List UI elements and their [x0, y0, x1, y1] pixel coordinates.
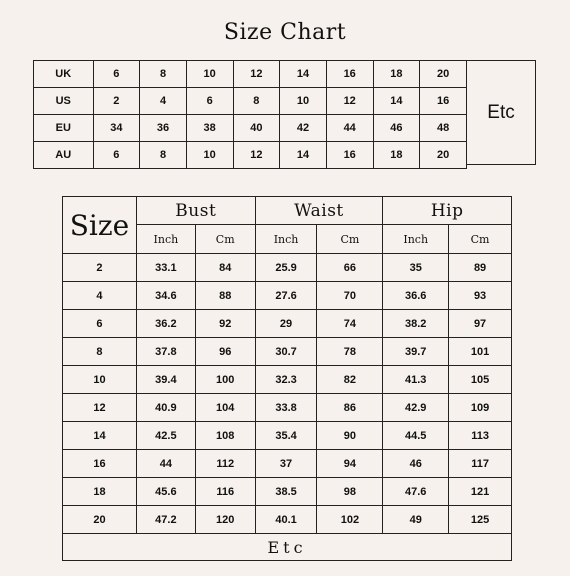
conversion-cell: 8 [140, 142, 187, 169]
measurement-cell: 121 [449, 478, 512, 506]
measurement-cell: 35.4 [255, 422, 317, 450]
measurement-cell: 30.7 [255, 338, 317, 366]
measurement-cell: 97 [449, 310, 512, 338]
measurement-cell: 89 [449, 254, 512, 282]
conversion-cell: 16 [326, 61, 373, 88]
size-value: 6 [63, 310, 137, 338]
measurement-cell: 33.8 [255, 394, 317, 422]
measurement-cell: 46 [383, 450, 449, 478]
measurement-cell: 74 [317, 310, 383, 338]
bust-header: Bust [136, 197, 255, 225]
size-value: 10 [63, 366, 137, 394]
conversion-cell: 34 [93, 115, 140, 142]
measurement-cell: 38.5 [255, 478, 317, 506]
measurement-cell: 47.2 [136, 506, 195, 534]
conversion-cell: 20 [420, 61, 467, 88]
measurement-cell: 37.8 [136, 338, 195, 366]
size-value: 8 [63, 338, 137, 366]
waist-header: Waist [255, 197, 383, 225]
conversion-cell: 4 [140, 88, 187, 115]
conversion-cell: 14 [280, 142, 327, 169]
measurement-cell: 105 [449, 366, 512, 394]
size-value: 12 [63, 394, 137, 422]
conversion-cell: 8 [233, 88, 280, 115]
measurement-cell: 34.6 [136, 282, 195, 310]
table-row [63, 254, 512, 282]
etc-row [63, 534, 512, 561]
table-row [63, 478, 512, 506]
measurement-cell: 33.1 [136, 254, 195, 282]
table-row [63, 338, 512, 366]
size-value: 18 [63, 478, 137, 506]
measurement-cell: 40.9 [136, 394, 195, 422]
size-value: 4 [63, 282, 137, 310]
etc-footer: Etc [63, 534, 512, 561]
measurement-cell: 94 [317, 450, 383, 478]
conversion-cell: 48 [420, 115, 467, 142]
measurement-cell: 88 [195, 282, 255, 310]
conversion-row [34, 88, 467, 115]
region-label: UK [34, 61, 94, 88]
measurement-cell: 66 [317, 254, 383, 282]
conversion-row [34, 142, 467, 169]
table-row [63, 450, 512, 478]
measurement-cell: 25.9 [255, 254, 317, 282]
conversion-cell: 6 [93, 142, 140, 169]
conversion-cell: 10 [186, 61, 233, 88]
size-value: 20 [63, 506, 137, 534]
unit-header: Cm [449, 225, 512, 254]
conversion-cell: 12 [233, 61, 280, 88]
measurement-cell: 38.2 [383, 310, 449, 338]
size-value: 2 [63, 254, 137, 282]
measurement-cell: 101 [449, 338, 512, 366]
conversion-cell: 18 [373, 142, 420, 169]
measurement-cell: 100 [195, 366, 255, 394]
page-title: Size Chart [223, 20, 347, 45]
unit-header: Inch [136, 225, 195, 254]
measurement-cell: 84 [195, 254, 255, 282]
measurement-cell: 39.7 [383, 338, 449, 366]
unit-header: Cm [195, 225, 255, 254]
measurement-cell: 90 [317, 422, 383, 450]
conversion-row [34, 115, 467, 142]
region-label: EU [34, 115, 94, 142]
measurement-cell: 44.5 [383, 422, 449, 450]
conversion-cell: 14 [280, 61, 327, 88]
measurement-cell: 41.3 [383, 366, 449, 394]
conversion-cell: 10 [280, 88, 327, 115]
conversion-cell: 12 [326, 88, 373, 115]
measurement-cell: 117 [449, 450, 512, 478]
measurement-cell: 39.4 [136, 366, 195, 394]
region-label: US [34, 88, 94, 115]
measurement-cell: 108 [195, 422, 255, 450]
measurement-cell: 125 [449, 506, 512, 534]
measurement-table [62, 196, 512, 561]
measurement-cell: 98 [317, 478, 383, 506]
measurement-cell: 42.9 [383, 394, 449, 422]
measurement-cell: 40.1 [255, 506, 317, 534]
conversion-cell: 38 [186, 115, 233, 142]
conversion-cell: 42 [280, 115, 327, 142]
table-row [63, 394, 512, 422]
measurement-cell: 32.3 [255, 366, 317, 394]
conversion-cell: 14 [373, 88, 420, 115]
measurement-cell: 35 [383, 254, 449, 282]
size-value: 14 [63, 422, 137, 450]
measurement-cell: 113 [449, 422, 512, 450]
table-row [63, 422, 512, 450]
measurement-cell: 44 [136, 450, 195, 478]
conversion-cell: 18 [373, 61, 420, 88]
measurement-cell: 109 [449, 394, 512, 422]
region-label: AU [34, 142, 94, 169]
size-header: Size [63, 197, 137, 254]
conversion-etc-label: Etc [467, 60, 536, 165]
conversion-cell: 6 [186, 88, 233, 115]
measurement-cell: 82 [317, 366, 383, 394]
conversion-cell: 20 [420, 142, 467, 169]
measurement-cell: 96 [195, 338, 255, 366]
size-conversion-table [33, 60, 467, 169]
table-row [63, 506, 512, 534]
measurement-cell: 36.6 [383, 282, 449, 310]
measurement-cell: 78 [317, 338, 383, 366]
measurement-cell: 42.5 [136, 422, 195, 450]
measurement-cell: 29 [255, 310, 317, 338]
unit-header: Cm [317, 225, 383, 254]
header-row-groups [63, 197, 512, 225]
conversion-cell: 16 [420, 88, 467, 115]
measurement-cell: 70 [317, 282, 383, 310]
measurement-cell: 104 [195, 394, 255, 422]
conversion-cell: 2 [93, 88, 140, 115]
measurement-cell: 92 [195, 310, 255, 338]
conversion-cell: 12 [233, 142, 280, 169]
conversion-cell: 16 [326, 142, 373, 169]
measurement-cell: 49 [383, 506, 449, 534]
measurement-cell: 47.6 [383, 478, 449, 506]
measurement-cell: 93 [449, 282, 512, 310]
unit-header: Inch [383, 225, 449, 254]
conversion-cell: 6 [93, 61, 140, 88]
hip-header: Hip [383, 197, 512, 225]
measurement-cell: 120 [195, 506, 255, 534]
measurement-cell: 27.6 [255, 282, 317, 310]
conversion-cell: 40 [233, 115, 280, 142]
table-row [63, 310, 512, 338]
measurement-cell: 86 [317, 394, 383, 422]
unit-header: Inch [255, 225, 317, 254]
conversion-row [34, 61, 467, 88]
measurement-cell: 45.6 [136, 478, 195, 506]
measurement-cell: 112 [195, 450, 255, 478]
table-row [63, 282, 512, 310]
conversion-cell: 46 [373, 115, 420, 142]
conversion-cell: 44 [326, 115, 373, 142]
table-row [63, 366, 512, 394]
conversion-cell: 8 [140, 61, 187, 88]
conversion-cell: 10 [186, 142, 233, 169]
measurement-cell: 36.2 [136, 310, 195, 338]
measurement-cell: 102 [317, 506, 383, 534]
size-value: 16 [63, 450, 137, 478]
measurement-cell: 37 [255, 450, 317, 478]
measurement-cell: 116 [195, 478, 255, 506]
conversion-cell: 36 [140, 115, 187, 142]
